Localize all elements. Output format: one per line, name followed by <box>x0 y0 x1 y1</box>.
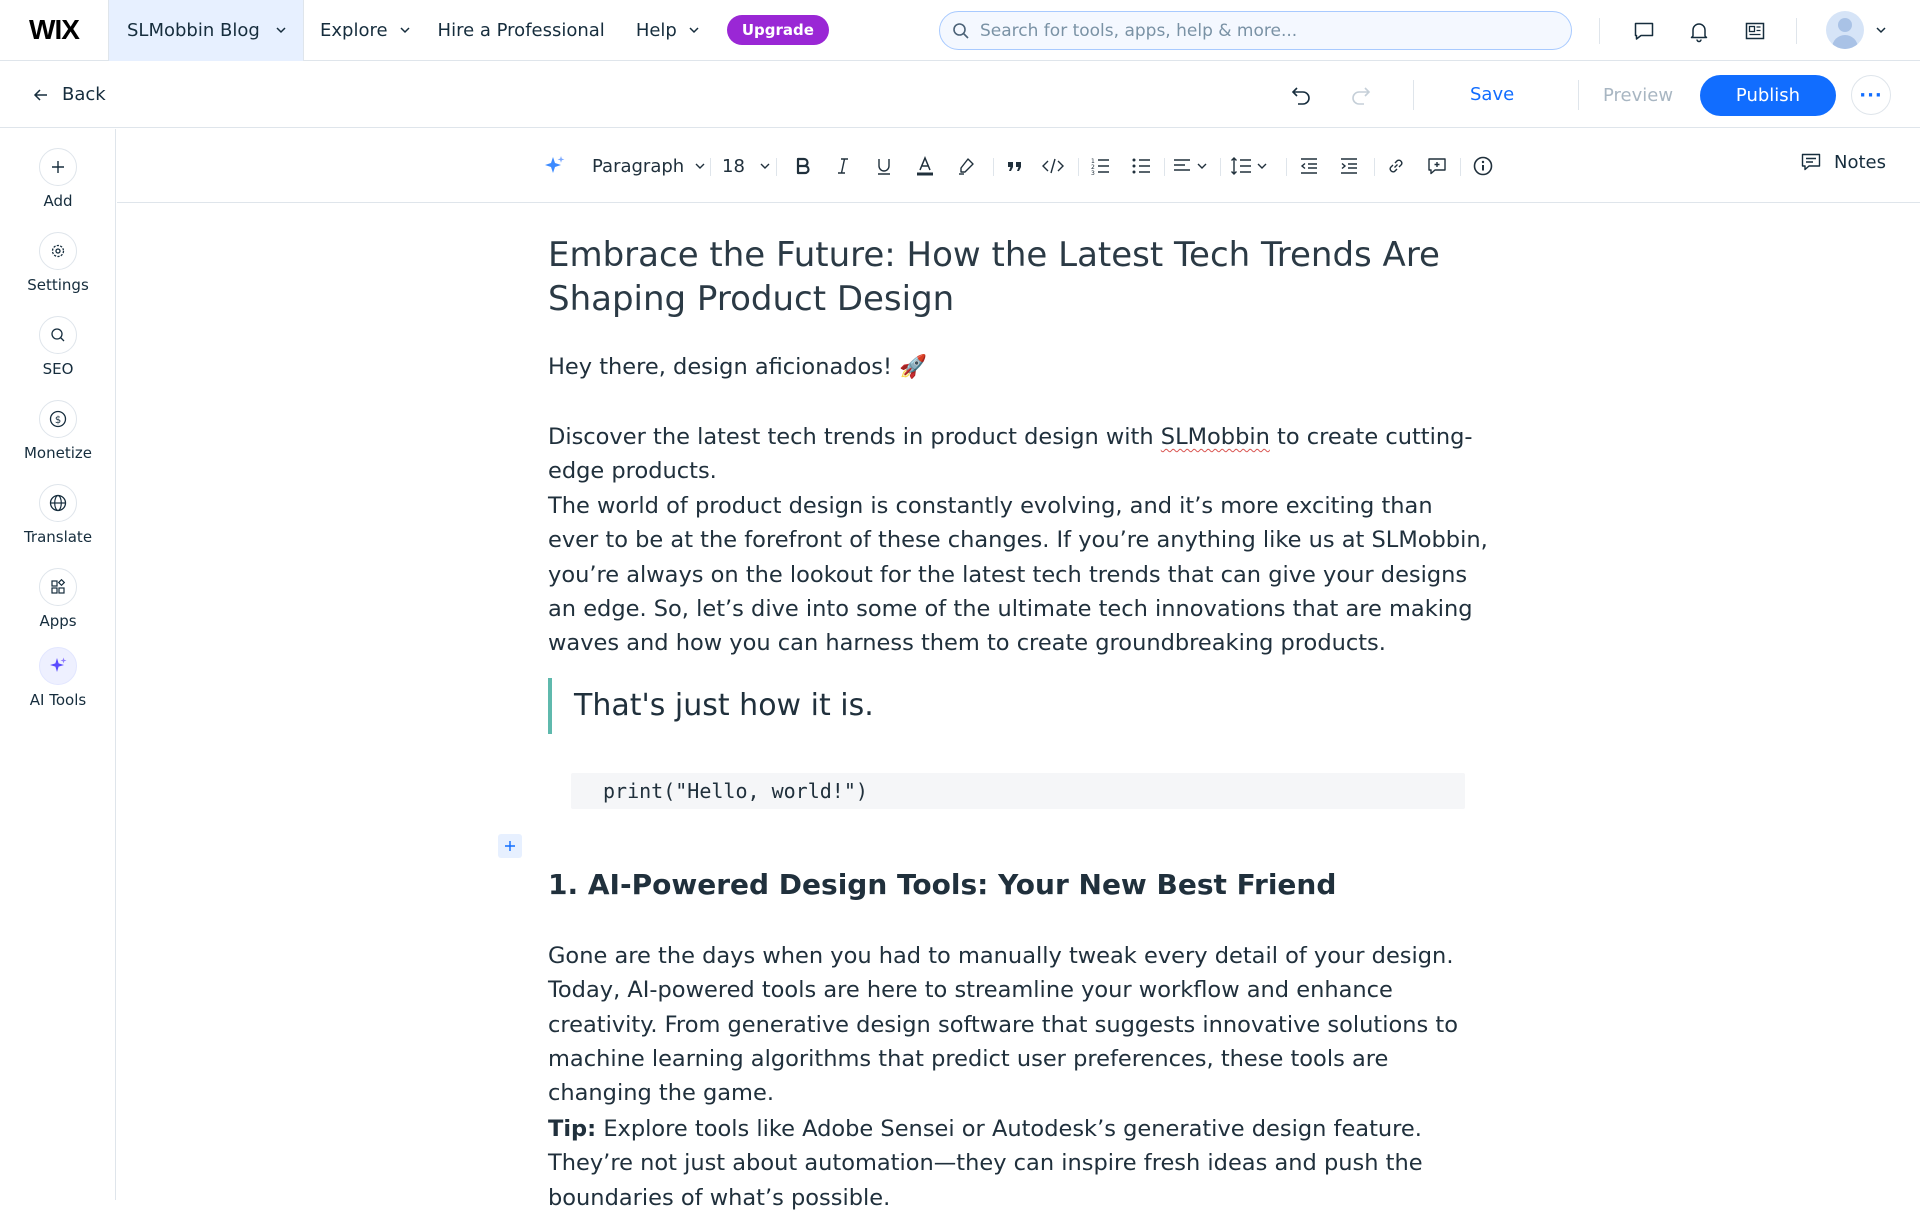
search-icon <box>39 316 77 354</box>
notes-button[interactable] <box>1800 151 1886 173</box>
notes-icon <box>1800 151 1822 173</box>
undo-icon <box>1289 83 1313 107</box>
sidebar-item-label: Monetize <box>23 444 92 462</box>
link-icon <box>1385 155 1407 177</box>
tip-label: Tip: <box>548 1116 597 1142</box>
nav-help-label: Help <box>635 19 677 41</box>
sidebar-item-label: Apps <box>39 612 77 630</box>
search-bar[interactable] <box>939 11 1572 50</box>
italic-button[interactable] <box>828 151 858 181</box>
sidebar-item-add[interactable] <box>0 148 116 210</box>
paragraph-style-dropdown[interactable] <box>592 151 706 181</box>
sidebar-item-label: Translate <box>23 528 93 546</box>
sidebar-item-settings[interactable] <box>0 232 116 294</box>
svg-text:3: 3 <box>1091 170 1095 177</box>
bold-button[interactable] <box>788 151 818 181</box>
preview-button[interactable]: Preview <box>1603 85 1674 106</box>
info-icon <box>1472 155 1494 177</box>
post-title[interactable]: Embrace the Future: How the Latest Tech Trends Are Shaping Product Design <box>548 235 1440 319</box>
nav-explore[interactable] <box>320 0 412 61</box>
sidebar-item-label: AI Tools <box>29 691 87 709</box>
plus-icon <box>39 148 77 186</box>
gear-icon <box>39 232 77 270</box>
insert-link-button[interactable] <box>1381 151 1411 181</box>
tip-paragraph[interactable] <box>548 1112 1488 1215</box>
back-label: Back <box>62 84 106 105</box>
bold-icon <box>793 156 813 176</box>
nav-explore-label: Explore <box>320 19 388 41</box>
underline-button[interactable] <box>869 151 899 181</box>
ai-assist-button[interactable] <box>540 151 570 181</box>
align-left-icon <box>1172 156 1192 176</box>
account-menu[interactable] <box>1826 11 1888 49</box>
intro-paragraph[interactable] <box>548 420 1488 489</box>
svg-text:2: 2 <box>1091 164 1095 171</box>
section-heading[interactable] <box>548 864 1336 906</box>
paragraph-style-value: Paragraph <box>592 155 685 177</box>
sidebar-item-seo[interactable] <box>0 316 116 378</box>
heading-text: AI-Powered Design Tools: Your New Best Friend <box>587 868 1337 901</box>
sparkle-icon <box>542 153 568 179</box>
chevron-down-icon <box>687 23 701 37</box>
search-icon <box>952 22 970 40</box>
chevron-down-icon <box>694 160 706 172</box>
divider <box>1413 80 1414 110</box>
divider <box>1578 80 1579 110</box>
info-button[interactable] <box>1468 151 1498 181</box>
highlight-button[interactable] <box>951 151 981 181</box>
chevron-down-icon <box>398 23 412 37</box>
indent-icon <box>1338 155 1360 177</box>
numbered-list-button[interactable] <box>1085 151 1115 181</box>
news-icon[interactable] <box>1740 16 1770 46</box>
brand-name-misspelled[interactable]: SLMobbin <box>1160 424 1270 450</box>
heading-number: 1. <box>548 868 579 901</box>
quote-icon <box>1005 156 1025 176</box>
plus-icon <box>503 839 517 853</box>
publish-button[interactable]: Publish <box>1700 75 1836 116</box>
font-size-value: 18 <box>722 155 745 177</box>
sidebar-item-monetize[interactable] <box>0 400 116 462</box>
nav-hire-professional[interactable] <box>438 0 605 61</box>
chat-icon[interactable] <box>1629 16 1659 46</box>
arrow-left-icon <box>32 86 50 104</box>
increase-indent-button[interactable] <box>1334 151 1364 181</box>
chevron-down-icon <box>759 160 771 172</box>
greeting-paragraph[interactable]: Hey there, design aficionados! 🚀 <box>548 354 928 380</box>
svg-text:$: $ <box>54 415 62 426</box>
bulleted-list-icon <box>1130 155 1152 177</box>
sparkle-icon <box>39 647 77 685</box>
svg-text:1: 1 <box>1091 158 1095 165</box>
sidebar-item-translate[interactable] <box>0 484 116 546</box>
nav-hire-label: Hire a Professional <box>437 19 605 41</box>
avatar <box>1826 11 1864 49</box>
blockquote[interactable]: That's just how it is. <box>548 678 874 734</box>
chevron-down-icon <box>274 23 288 37</box>
wix-logo[interactable]: WIX <box>29 14 79 45</box>
code-block-button[interactable] <box>1038 151 1068 181</box>
globe-icon <box>39 484 77 522</box>
divider <box>1796 18 1797 44</box>
sidebar-item-ai-tools[interactable] <box>0 647 116 709</box>
notes-label: Notes <box>1834 151 1886 173</box>
intro-text-end: to create cutting-edge products. <box>548 424 1473 485</box>
divider <box>776 158 777 176</box>
body-paragraph-2[interactable]: Gone are the days when you had to manually tweak every detail of your design. Today, AI-powered tools are here to streamline your workflow and enhance creativity. From generative design software that suggests innovative solutions to machine learning algorithms that predict user preferences, these tools are changing the game. <box>548 943 1458 1107</box>
highlighter-icon <box>956 156 976 176</box>
sidebar-item-label: Add <box>43 192 73 210</box>
search-input[interactable] <box>980 21 1560 41</box>
divider <box>1286 158 1287 176</box>
divider <box>1599 18 1600 44</box>
site-switcher[interactable] <box>108 0 304 61</box>
divider <box>1164 158 1165 176</box>
upgrade-button[interactable]: Upgrade <box>727 15 829 45</box>
divider <box>1078 158 1079 176</box>
divider <box>1220 158 1221 176</box>
redo-button[interactable] <box>1346 80 1376 110</box>
top-bar <box>0 0 1920 61</box>
divider <box>1374 158 1375 176</box>
outdent-icon <box>1298 155 1320 177</box>
line-spacing-icon <box>1230 155 1252 177</box>
underline-icon <box>874 156 894 176</box>
line-spacing-dropdown[interactable] <box>1230 151 1268 181</box>
text-color-icon <box>914 155 936 177</box>
text-align-dropdown[interactable] <box>1172 151 1208 181</box>
body-paragraph-1[interactable]: The world of product design is constantly evolving, and it’s more exciting than ever to be at the forefront of these changes. If you’re anything like us at SLMobbin, you’re always on the lookout for the latest tech trends that can give your designs an edge. So, let’s dive into some of the ultimate tech innovations that are making waves and how you can harness them to create groundbreaking products. <box>548 493 1488 657</box>
nav-help[interactable] <box>636 0 701 61</box>
back-button[interactable] <box>32 84 106 105</box>
divider <box>710 158 711 176</box>
italic-icon <box>833 156 853 176</box>
intro-text-start: Discover the latest tech trends in product design with <box>548 424 1161 450</box>
undo-button[interactable] <box>1286 80 1316 110</box>
sidebar-item-apps[interactable] <box>0 568 116 630</box>
sidebar-item-label: Settings <box>27 276 89 294</box>
font-size-dropdown[interactable] <box>722 151 771 181</box>
tip-text: Explore tools like Adobe Sensei or Autodesk’s generative design feature. They’re not just about automation—they can inspire fresh ideas and push the boundaries of what’s possible. <box>548 1116 1423 1211</box>
editor-action-bar <box>0 62 1920 128</box>
chevron-down-icon <box>1874 23 1888 37</box>
decrease-indent-button[interactable] <box>1294 151 1324 181</box>
text-color-button[interactable] <box>910 151 940 181</box>
left-sidebar <box>0 129 116 1200</box>
chevron-down-icon <box>1196 160 1208 172</box>
add-block-button[interactable] <box>498 834 522 858</box>
more-actions-button[interactable]: ··· <box>1851 75 1891 115</box>
redo-icon <box>1349 83 1373 107</box>
divider <box>993 158 994 176</box>
comment-add-icon <box>1426 155 1448 177</box>
bell-icon[interactable] <box>1684 16 1714 46</box>
dollar-icon <box>39 400 77 438</box>
code-icon <box>1041 156 1065 176</box>
save-button[interactable]: Save <box>1470 84 1515 105</box>
sidebar-item-label: SEO <box>42 360 74 378</box>
code-block[interactable]: print("Hello, world!") <box>571 773 1465 809</box>
chevron-down-icon <box>1256 160 1268 172</box>
blockquote-button[interactable] <box>1000 151 1030 181</box>
bulleted-list-button[interactable] <box>1126 151 1156 181</box>
add-comment-button[interactable] <box>1422 151 1452 181</box>
numbered-list-icon <box>1089 155 1111 177</box>
divider <box>1460 158 1461 176</box>
apps-icon <box>39 568 77 606</box>
site-name: SLMobbin Blog <box>127 19 260 41</box>
